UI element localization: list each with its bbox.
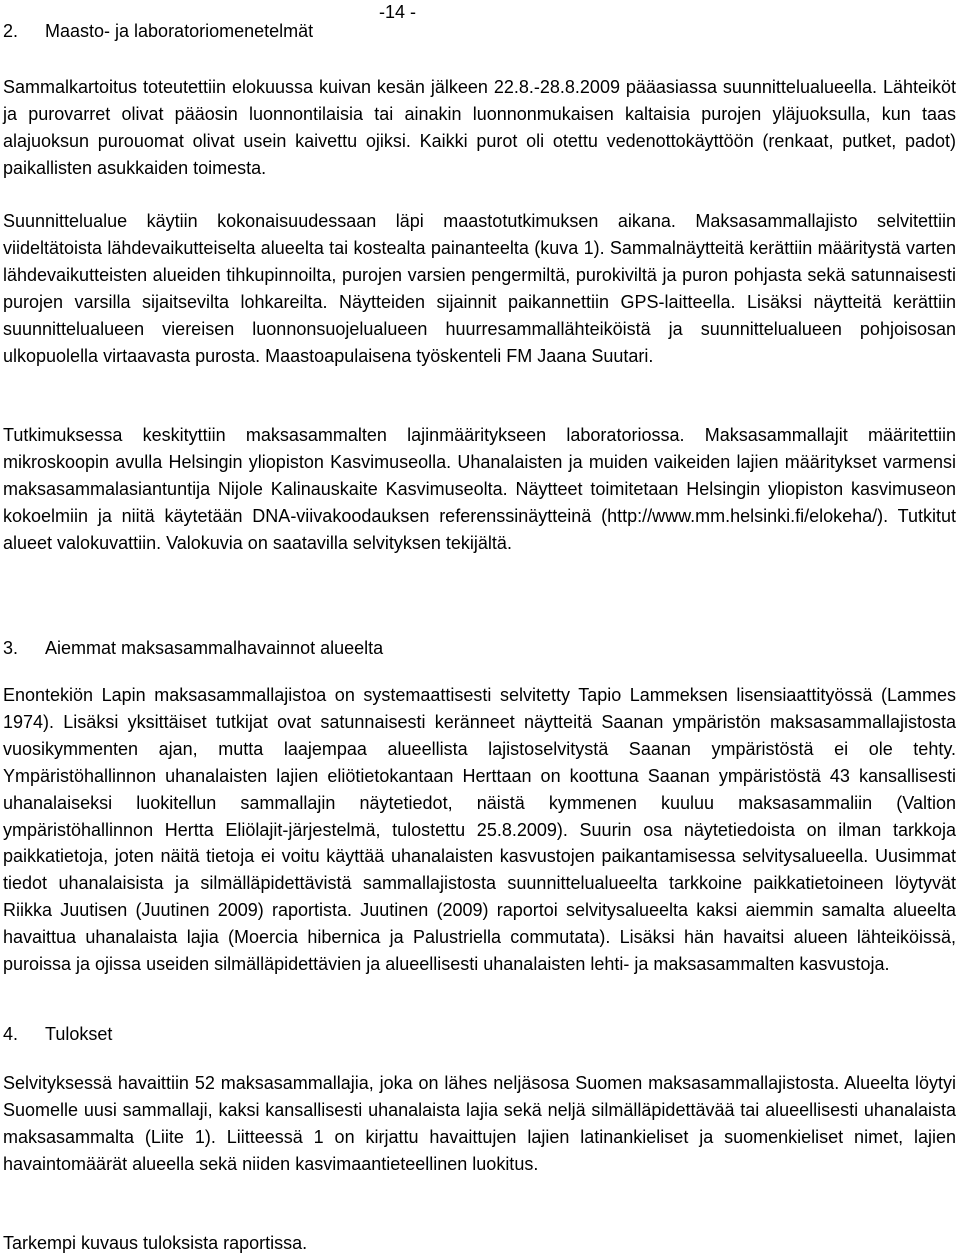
paragraph-laboratory: Tutkimuksessa keskityttiin maksasammalten lajinmääritykseen laboratoriossa. Maksasammallajit määritettiin mikroskoopin avulla Helsingin yliopiston Kasvimuseolla. Uhanalaisten ja muiden vaikeiden lajien määritykset varmensi maksasammalasiantuntija Nijole Kalinauskaite Kasvimuseolta. Näytteet toimitetaan Helsingin yliopiston kasvimuseon kokoelmiin ja niitä käytetään DNA-viivakoodauksen referenssinäytteinä (http://www.mm.helsinki.fi/elokeha/). Tutkitut alueet valokuvattiin. Valokuvia on saatavilla selvityksen tekijältä. — [3, 425, 956, 553]
section-heading-3 — [3, 637, 383, 659]
section-number: 2. — [3, 21, 19, 41]
section-title: Aiemmat maksasammalhavainnot alueelta — [45, 638, 384, 658]
section-title: Tulokset — [45, 1024, 113, 1044]
section-heading-2 — [3, 20, 313, 42]
paragraph-results: Selvityksessä havaittiin 52 maksasammallajia, joka on lähes neljäsosa Suomen maksasammallajistosta. Alueelta löytyi Suomelle uusi sammallaji, kaksi kansallisesti uhanalaista lajia sekä neljä silmälläpidettävää tai alueellisesti uhanalaista maksasammalta (Liite 1). Liitteessä 1 on kirjattu havaittujen lajien latinankieliset ja suomenkieliset nimet, lajien havaintomäärät alueella sekä niiden kasvimaantieteellinen luokitus. — [3, 1073, 956, 1174]
paragraph-fieldwork: Sammalkartoitus toteutettiin elokuussa kuivan kesän jälkeen 22.8.-28.8.2009 pääasiassa suunnittelualueella. Lähteiköt ja purovarret olivat pääosin luonnontilaisia tai ainakin luonnonmukaisen kaltaisia purojen yläjuoksulla, kun taas alajuoksun purouomat olivat usein kaivettu ojiksi. Kaikki purot oli otettu vedenottokäyttöön (renkaat, putket, padot) paikallisten asukkaiden toimesta. — [3, 77, 956, 178]
section-heading-4 — [3, 1023, 112, 1045]
paragraph-survey-area: Suunnittelualue käytiin kokonaisuudessaan läpi maastotutkimuksen aikana. Maksasammallajisto selvitettiin viideltätoista lähdevaikutteiselta alueelta tai kostealta painanteelta (kuva 1). Sammalnäytteitä kerättiin määritystä varten lähdevaikutteisten alueiden tihkupinnoilta, purojen varsien pengermiltä, purokiviltä ja puron pohjasta sekä satunnaisesti purojen varsilla sijaitsevilta lohkareilta. Näytteiden sijainnit paikannettiin GPS-laitteella. Lisäksi näytteitä kerättiin suunnittelualueen viereisen luonnonsuojelualueen huurresammallähteiköistä ja suunnittelualueen pohjoisosan ulkopuolella virtaavasta purosta. Maastoapulaisena työskenteli FM Jaana Suutari. — [3, 211, 956, 366]
section-title: Maasto- ja laboratoriomenetelmät — [45, 21, 314, 41]
page-number: -14 - — [379, 2, 417, 22]
section-number: 4. — [3, 1024, 19, 1044]
paragraph-previous-observations: Enontekiön Lapin maksasammallajistoa on systemaattisesti selvitetty Tapio Lammeksen lisensiaattityössä (Lammes 1974). Lisäksi yksittäiset tutkijat ovat satunnaisesti keränneet näytteitä Saanan ympäristön maksasammallajistosta vuosikymmenten ajan, mutta laajempaa alueellista lajistoselvitystä Saanan ympäristöstä ei ole tehty. Ympäristöhallinnon uhanalaisten lajien eliötietokantaan Herttaan on koottuna Saanan ympäristöstä 43 kansallisesti uhanalaiseksi luokitellun sammallajin näytetiedot, näistä kymmenen kuuluu maksasammaliin (Valtion ympäristöhallinnon Hertta Eliölajit-järjestelmä, tulostettu 25.8.2009). Suurin osa näytetiedoista on ilman tarkkoja paikkatietoja, joten näitä tietoja ei voitu käyttää uhanalaisten kasvustojen paikantamisessa selvitysalueella. Uusimmat tiedot uhanalaisista ja silmälläpidettävistä sammallajistosta suunnittelualueelta tarkkoine paikkatietoineen löytyvät Riikka Juutisen (Juutinen 2009) raportista. Juutinen (2009) raportoi selvitysalueelta kaksi aiemmin samalta alueelta havaittua uhanalaista lajia (Moercia hibernica ja Palustriella commutata). Lisäksi hän havaitsi alueen lähteiköissä, puroissa ja ojissa useiden silmälläpidettävien ja alueellisesti uhanalaisten lehti- ja maksasammalten kasvustoja. — [3, 685, 956, 975]
section-number: 3. — [3, 638, 19, 658]
paragraph-further-details: Tarkempi kuvaus tuloksista raportissa. — [3, 1233, 308, 1253]
